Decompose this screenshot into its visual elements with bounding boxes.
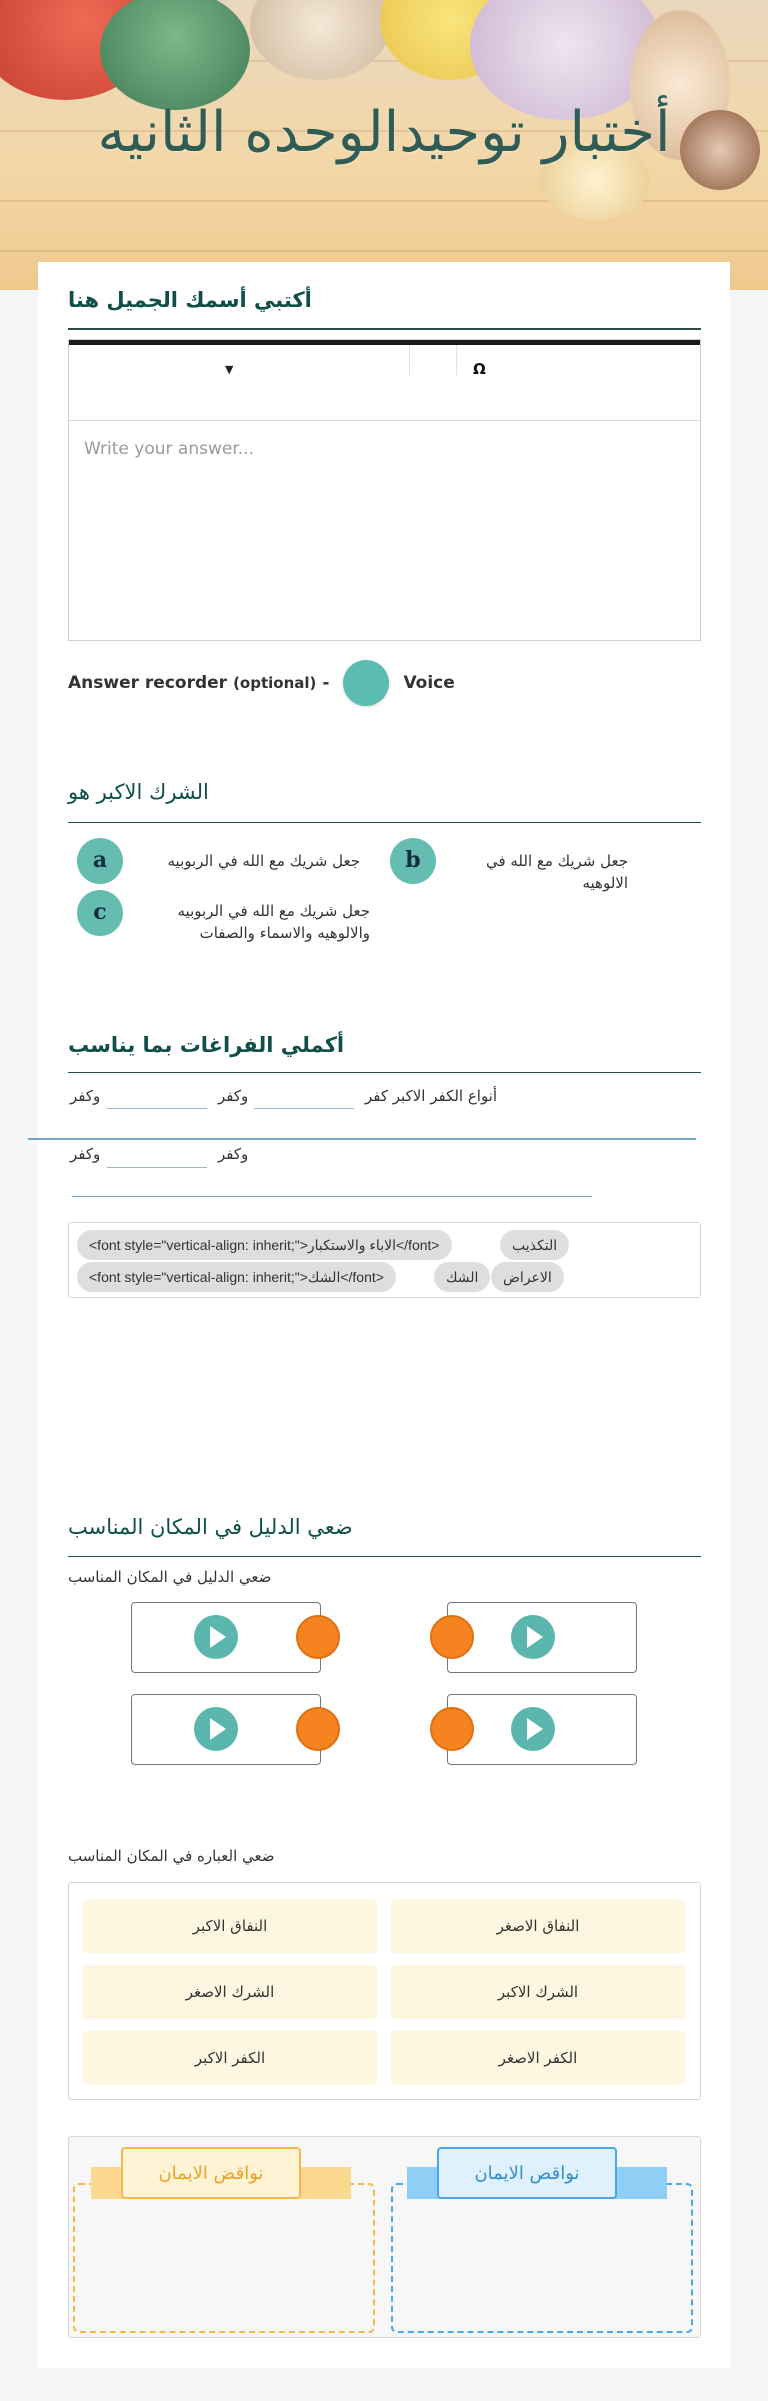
divider: [68, 822, 701, 823]
phrase-card[interactable]: الشرك الاكبر: [391, 1965, 685, 2019]
phrase-card[interactable]: الكفر الاصغر: [391, 2031, 685, 2085]
option-c-button[interactable]: c: [77, 890, 123, 936]
fill-text-and: وكفر: [70, 1087, 101, 1105]
evidence-drop-slot[interactable]: [131, 1694, 321, 1765]
answer-recorder: [68, 668, 455, 698]
phrase-card[interactable]: النفاق الاصغر: [391, 1899, 685, 1953]
evidence-subtitle: ضعي الدليل في المكان المناسب: [68, 1568, 272, 1586]
word-chip[interactable]: <font style="vertical-align: inherit;">الاباء والاستكبار</font>: [77, 1230, 452, 1260]
fill-text-and: وكفر: [218, 1145, 249, 1163]
sort-bins: [68, 2136, 701, 2338]
evidence-drop-slot[interactable]: [447, 1694, 637, 1765]
option-a-button[interactable]: a: [77, 838, 123, 884]
divider: [68, 1072, 701, 1073]
blank-1[interactable]: [254, 1108, 354, 1109]
recorder-optional: (optional): [233, 674, 317, 692]
line-divider: [72, 1196, 592, 1197]
connector-dot[interactable]: [430, 1615, 474, 1659]
blank-3[interactable]: [107, 1167, 207, 1168]
question-title-name: أكتبي أسمك الجميل هنا: [68, 288, 312, 312]
option-b-button[interactable]: b: [390, 838, 436, 884]
recorder-dash: -: [322, 673, 330, 693]
fill-text-and: وكفر: [218, 1087, 249, 1105]
phrase-card[interactable]: النفاق الاكبر: [83, 1899, 377, 1953]
phrase-subtitle: ضعي العباره في المكان المناسب: [68, 1847, 275, 1865]
recorder-label: Answer recorder: [68, 673, 228, 693]
word-chip[interactable]: الشك: [434, 1262, 490, 1292]
play-audio-icon[interactable]: [194, 1615, 238, 1659]
seashell-decoration: [250, 0, 390, 80]
blank-2[interactable]: [107, 1108, 207, 1109]
question-title-mcq: الشرك الاكبر هو: [68, 780, 209, 804]
seashell-decoration: [100, 0, 250, 110]
page-title: أختبار توحيدالوحده الثانيه: [97, 100, 671, 165]
evidence-drop-slot[interactable]: [447, 1602, 637, 1673]
connector-dot[interactable]: [296, 1615, 340, 1659]
option-c-text: جعل شريك مع الله في الربوبيه والالوهيه والاسماء والصفات: [177, 902, 370, 942]
option-a-text: جعل شريك مع الله في الربوبيه: [167, 852, 360, 870]
editor-toolbar: [69, 345, 700, 421]
word-bank: [68, 1222, 701, 1298]
rich-text-editor: [68, 339, 701, 641]
word-chip[interactable]: <font style="vertical-align: inherit;">الشك</font>: [77, 1262, 396, 1292]
fill-text-start: أنواع الكفر الاكبر كفر: [365, 1087, 498, 1105]
divider: [68, 1556, 701, 1557]
word-chip[interactable]: الاعراض: [491, 1262, 564, 1292]
phrase-card[interactable]: الشرك الاصغر: [83, 1965, 377, 2019]
evidence-drop-slot[interactable]: [131, 1602, 321, 1673]
ribbon-nawaqid: [91, 2147, 351, 2203]
bin-label-nawaqid: نواقض الايمان: [121, 2147, 301, 2199]
phrase-cards: [68, 1882, 701, 2100]
voice-label: Voice: [403, 673, 455, 693]
word-chip[interactable]: التكذيب: [500, 1230, 569, 1260]
special-character-button[interactable]: Ω: [473, 360, 486, 378]
connector-dot[interactable]: [296, 1707, 340, 1751]
question-title-fill: أكملي الفراغات بما يناسب: [68, 1033, 345, 1057]
question-title-evidence: ضعي الدليل في المكان المناسب: [68, 1515, 353, 1539]
answer-textarea[interactable]: [69, 421, 700, 641]
answer-placeholder: Write your answer...: [84, 439, 254, 459]
option-b-text: جعل شريك مع الله في الالوهيه: [485, 852, 628, 892]
divider: [68, 328, 701, 330]
bin-nawaqis[interactable]: [391, 2183, 693, 2333]
phrase-card[interactable]: الكفر الاكبر: [83, 2031, 377, 2085]
line-divider: [28, 1138, 696, 1140]
bin-label-nawaqis: نواقص الايمان: [437, 2147, 617, 2199]
play-audio-icon[interactable]: [194, 1707, 238, 1751]
bin-nawaqid[interactable]: [73, 2183, 375, 2333]
chevron-down-icon[interactable]: ▼: [225, 363, 234, 376]
fill-text-and: وكفر: [70, 1145, 101, 1163]
play-audio-icon[interactable]: [511, 1707, 555, 1751]
connector-dot[interactable]: [430, 1707, 474, 1751]
ribbon-nawaqis: [407, 2147, 667, 2203]
play-audio-icon[interactable]: [511, 1615, 555, 1659]
header-banner: [0, 0, 768, 290]
